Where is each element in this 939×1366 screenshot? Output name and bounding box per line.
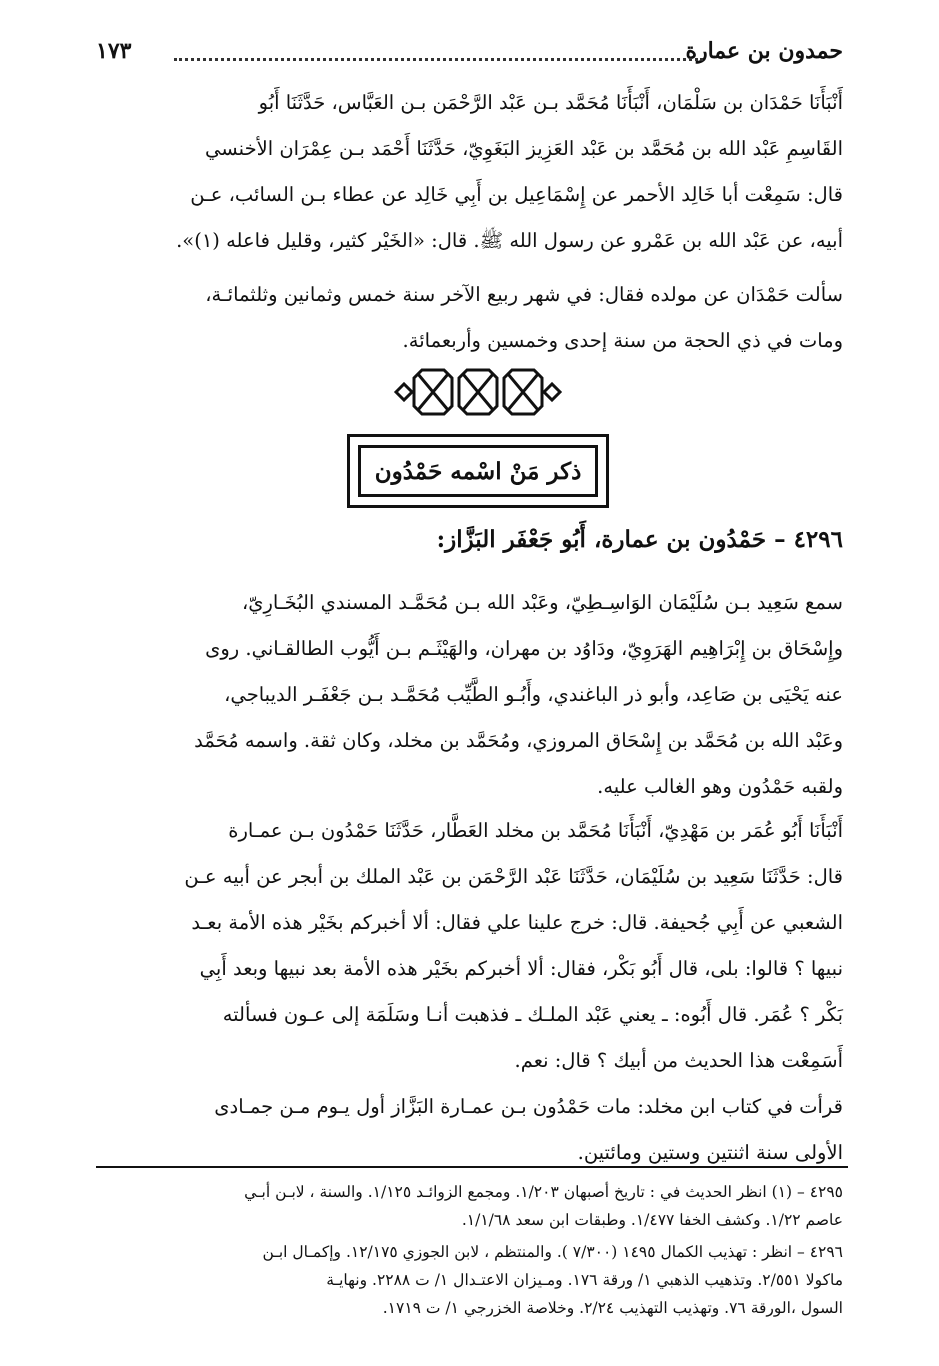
text-line: بَكْر ؟ عُمَر. قال أَبُوه: ـ يعني عَبْد الملـك ـ فذهبت أنـا وسَلَمَة إلى عـون فسألته: [222, 1003, 843, 1026]
text-line: وعَبْد الله بن مُحَمَّد بن إِسْحَاق المروزي، ومُحَمَّد بن مخلد، وكان ثقة. واسمه مُحَمَّد: [194, 729, 843, 752]
text-line: الشعبي عن أَبِي جُحيفة. قال: خرج علينا علي فقال: ألا أخبركم بخَيْر هذه الأمة بعـد: [191, 911, 843, 934]
text-line: أَنْبَأَنَا حَمْدَان بن سَلْمَان، أَنْبَأَنَا مُحَمَّد بـن عَبْد الرَّحْمَن بـن العَبَّاس، حَدَّثَنَا أَبُو: [258, 91, 843, 114]
text-line: أَنْبَأَنَا أَبُو عُمَر بن مَهْدِيّ، أَنْبَأَنَا مُحَمَّد بن مخلد العَطَّار، حَدَّثَنَا حَمْدُون بـن عمـارة: [228, 819, 843, 842]
text-line: قال: حَدَّثَنَا سَعِيد بن سُلَيْمَان، حَدَّثَنَا عَبْد الرَّحْمَن بن عَبْد الملك بن أبجر عن أبيه عـن: [184, 865, 843, 888]
page-number: ١٧٣: [96, 38, 132, 64]
entry-heading: ٤٢٩٦ – حَمْدُون بن عمارة، أَبُو جَعْفَر البَزَّاز:: [436, 526, 843, 553]
footnote-line: ٤٢٩٥ – (١) انظر الحديث في : تاريخ أصبهان ١/٢٠٣. ومجمع الزوائـد ١/١٢٥. والسنة ، لابـن أبـي: [244, 1183, 843, 1201]
footnote-line: السول ،الورقة ٧٦. وتهذيب التهذيب ٢/٢٤. وخلاصة الخزرجي ١/ ت ١٧١٩.: [382, 1299, 843, 1317]
text-line: ولقبه حَمْدُون وهو الغالب عليه.: [597, 775, 843, 798]
text-line: أَسَمِعْت هذا الحديث من أبيك ؟ قال: نعم.: [514, 1049, 843, 1072]
paragraph-death-date: [96, 1084, 843, 1176]
paragraph-hadith: [96, 808, 843, 1084]
text-line: سألت حَمْدَان عن مولده فقال: في شهر ربيع الآخر سنة خمس وثمانين وثلثمائـة،: [205, 283, 843, 306]
section-heading-frame: [347, 434, 609, 508]
text-line: وإِسْحَاق بن إِبْرَاهِيم الهَرَوِيّ، ودَاوُد بن مهران، والهَيْثَـم بـن أَيُّوب الطالقـاني. روى: [205, 637, 843, 660]
footnote-line: ٤٢٩٦ – انظر : تهذيب الكمال ١٤٩٥ (٧/٣٠٠ ). والمنتظم ، لابن الجوزي ١٢/١٧٥. وإكمـال ابـن: [262, 1243, 843, 1261]
section-heading: ذكر مَنْ اسْمه حَمْدُون: [374, 457, 582, 485]
footnote-separator: [96, 1166, 848, 1168]
text-line: ومات في ذي الحجة من سنة إحدى وخمسين وأربعمائة.: [402, 329, 843, 352]
footnote-4296: [96, 1238, 843, 1322]
text-line: أبيه، عن عَبْد الله بن عَمْرو عن رسول الله ﷺ. قال: «الخَيْر كثير، وقليل فاعله (١)».: [176, 229, 843, 252]
footnote-line: ماكولا ٢/٥٥١. وتذهيب الذهبي ١/ ورقة ١٧٦. ومـيزان الاعتـدال ١/ ت ٢٢٨٨. ونهايـة: [326, 1271, 843, 1289]
text-line: عنه يَحْيَى بن صَاعِد، وأبو ذر الباغندي، وأَبُـو الطَّيِّب مُحَمَّـد بـن جَعْفَـر الديباجي،: [224, 683, 843, 706]
paragraph-biography: [96, 580, 843, 810]
text-line: الأولى سنة اثنتين وستين ومائتين.: [577, 1141, 843, 1164]
text-line: قرأت في كتاب ابن مخلد: مات حَمْدُون بـن عمـارة البَزَّاز أول يـوم مـن جمـادى: [214, 1095, 843, 1118]
section-heading-inner-frame: [358, 445, 598, 497]
footnote-line: عاصم ١/٢٢. وكشف الخفا ١/٤٧٧. وطبقات ابن سعد ١/١/٦٨.: [461, 1211, 843, 1229]
running-title: حمدون بن عمارة: [685, 38, 843, 64]
paragraph-birth-death: [96, 272, 843, 364]
footnote-4295: [96, 1178, 843, 1234]
text-line: نبيها ؟ قالوا: بلى، قال أَبُو بَكْر، فقال: ألا أخبركم بخَيْر هذه الأمة بعد نبيها وبعد أَبِي: [199, 957, 843, 980]
text-line: سمع سَعِيد بـن سُلَيْمَان الوَاسِـطِيّ، وعَبْد الله بـن مُحَمَّـد المسندي البُخَـارِيّ،: [241, 591, 843, 614]
paragraph-isnad-1: [96, 80, 843, 264]
header-dotted-leader: [174, 58, 703, 61]
decorative-ornament: [394, 366, 562, 418]
text-line: القَاسِمِ عَبْد الله بن مُحَمَّد بن عَبْد العَزِيز البَغَوِيّ، حَدَّثَنَا أَحْمَد بـن عِمْرَان الأخنسي: [205, 137, 843, 160]
running-header: [96, 36, 843, 70]
text-line: قال: سَمِعْت أبا خَالِد الأحمر عن إِسْمَاعِيل بن أَبِي خَالِد عن عطاء بـن السائب، عـن: [190, 183, 843, 206]
